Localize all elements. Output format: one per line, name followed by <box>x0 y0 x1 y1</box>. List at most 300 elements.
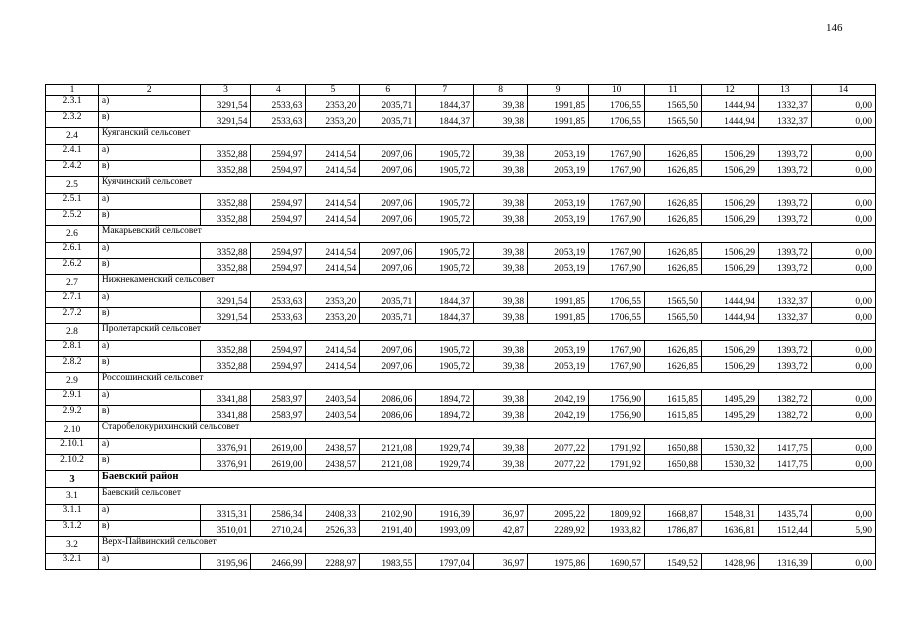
column-header: 6 <box>360 85 416 96</box>
table-cell: 0,00 <box>811 357 875 373</box>
table-cell: 2414,54 <box>306 243 360 259</box>
table-cell: 39,38 <box>474 243 528 259</box>
table-cell: 3352,88 <box>200 341 251 357</box>
table-cell: 39,38 <box>474 455 528 471</box>
table-cell: 1332,37 <box>758 308 811 324</box>
table-cell: 1444,94 <box>701 96 758 112</box>
table-cell: 1916,39 <box>416 505 474 521</box>
table-cell: 1626,85 <box>645 259 702 275</box>
row-label: а) <box>98 96 200 112</box>
table-cell: 2594,97 <box>251 194 306 210</box>
table-cell: 2097,06 <box>360 210 416 226</box>
table-cell: 1929,74 <box>416 439 474 455</box>
row-code: 2.8.2 <box>46 357 99 373</box>
table-cell: 0,00 <box>811 112 875 128</box>
table-cell: 1626,85 <box>645 161 702 177</box>
row-code: 3.1.2 <box>46 521 99 537</box>
table-cell: 2403,54 <box>306 390 360 406</box>
table-cell: 0,00 <box>811 505 875 521</box>
table-cell: 2438,57 <box>306 439 360 455</box>
row-code: 3.1.1 <box>46 505 99 521</box>
table-cell: 3352,88 <box>200 210 251 226</box>
row-label: а) <box>98 194 200 210</box>
row-code: 2.5 <box>46 177 99 194</box>
table-row <box>46 521 876 537</box>
table-cell: 2097,06 <box>360 357 416 373</box>
section-row <box>46 324 876 341</box>
table-cell: 2121,08 <box>360 455 416 471</box>
row-code: 3.2 <box>46 537 99 554</box>
table-cell: 1905,72 <box>416 194 474 210</box>
row-label: а) <box>98 145 200 161</box>
table-cell: 1393,72 <box>758 161 811 177</box>
table-cell: 3352,88 <box>200 145 251 161</box>
table-cell: 2353,20 <box>306 112 360 128</box>
section-name: Пролетарский сельсовет <box>98 324 875 341</box>
table-cell: 2414,54 <box>306 341 360 357</box>
row-code: 2.4.1 <box>46 145 99 161</box>
table-cell: 2594,97 <box>251 145 306 161</box>
table-cell: 2414,54 <box>306 161 360 177</box>
section-row <box>46 537 876 554</box>
table-cell: 2403,54 <box>306 406 360 422</box>
row-code: 2.6 <box>46 226 99 243</box>
table-cell: 2097,06 <box>360 145 416 161</box>
table-cell: 1933,82 <box>589 521 645 537</box>
table-cell: 39,38 <box>474 439 528 455</box>
table-cell: 2408,33 <box>306 505 360 521</box>
table-body <box>46 96 876 570</box>
table-cell: 1991,85 <box>528 112 589 128</box>
row-label: в) <box>98 357 200 373</box>
table-cell: 2121,08 <box>360 439 416 455</box>
table-cell: 0,00 <box>811 161 875 177</box>
table-cell: 39,38 <box>474 406 528 422</box>
table-cell: 0,00 <box>811 341 875 357</box>
table-cell: 1905,72 <box>416 210 474 226</box>
table-cell: 36,97 <box>474 554 528 570</box>
table-cell: 3352,88 <box>200 194 251 210</box>
table-cell: 1844,37 <box>416 292 474 308</box>
table-cell: 1767,90 <box>589 357 645 373</box>
table-cell: 1506,29 <box>701 210 758 226</box>
table-cell: 1417,75 <box>758 439 811 455</box>
table-cell: 2594,97 <box>251 341 306 357</box>
table-cell: 1767,90 <box>589 341 645 357</box>
section-name: Старобелокурихинский сельсовет <box>98 422 875 439</box>
table-cell: 39,38 <box>474 145 528 161</box>
table-row <box>46 455 876 471</box>
table-cell: 2710,24 <box>251 521 306 537</box>
table-cell: 1626,85 <box>645 145 702 161</box>
table-cell: 0,00 <box>811 243 875 259</box>
table-cell: 1809,92 <box>589 505 645 521</box>
table-cell: 2035,71 <box>360 308 416 324</box>
table-row <box>46 554 876 570</box>
table-row <box>46 406 876 422</box>
table-cell: 0,00 <box>811 210 875 226</box>
table-cell: 1786,87 <box>645 521 702 537</box>
table-cell: 0,00 <box>811 308 875 324</box>
table-cell: 39,38 <box>474 96 528 112</box>
table-cell: 0,00 <box>811 145 875 161</box>
row-label: а) <box>98 439 200 455</box>
table-cell: 2053,19 <box>528 194 589 210</box>
row-code: 2.6.1 <box>46 243 99 259</box>
table-cell: 1650,88 <box>645 439 702 455</box>
table-cell: 1983,55 <box>360 554 416 570</box>
table-cell: 1506,29 <box>701 341 758 357</box>
table-cell: 1797,04 <box>416 554 474 570</box>
row-code: 2.7.1 <box>46 292 99 308</box>
table-cell: 1706,55 <box>589 308 645 324</box>
table-cell: 1767,90 <box>589 145 645 161</box>
table-cell: 1382,72 <box>758 390 811 406</box>
table-cell: 39,38 <box>474 259 528 275</box>
section-row <box>46 488 876 505</box>
table-cell: 1706,55 <box>589 292 645 308</box>
table-cell: 2053,19 <box>528 259 589 275</box>
table-cell: 1929,74 <box>416 455 474 471</box>
section-row <box>46 128 876 145</box>
table-cell: 1393,72 <box>758 259 811 275</box>
table-cell: 2097,06 <box>360 161 416 177</box>
table-cell: 2191,40 <box>360 521 416 537</box>
table-row <box>46 292 876 308</box>
table-cell: 2414,54 <box>306 145 360 161</box>
table-cell: 1393,72 <box>758 194 811 210</box>
table-cell: 2526,33 <box>306 521 360 537</box>
table-cell: 1332,37 <box>758 292 811 308</box>
row-code: 2.9.1 <box>46 390 99 406</box>
table-cell: 1991,85 <box>528 96 589 112</box>
table-cell: 1905,72 <box>416 161 474 177</box>
table-cell: 3195,96 <box>200 554 251 570</box>
table-cell: 2077,22 <box>528 439 589 455</box>
table-row <box>46 210 876 226</box>
table-row <box>46 259 876 275</box>
table-cell: 0,00 <box>811 194 875 210</box>
table-cell: 2053,19 <box>528 341 589 357</box>
table-cell: 0,00 <box>811 439 875 455</box>
table-cell: 2533,63 <box>251 308 306 324</box>
table-cell: 2414,54 <box>306 357 360 373</box>
table-cell: 2594,97 <box>251 161 306 177</box>
table-cell: 0,00 <box>811 406 875 422</box>
table-cell: 1706,55 <box>589 96 645 112</box>
table-row <box>46 96 876 112</box>
row-code: 2.10.1 <box>46 439 99 455</box>
table-cell: 1506,29 <box>701 161 758 177</box>
row-code: 2.5.1 <box>46 194 99 210</box>
table-cell: 2097,06 <box>360 259 416 275</box>
table-cell: 3291,54 <box>200 96 251 112</box>
table-cell: 2097,06 <box>360 243 416 259</box>
table-cell: 1650,88 <box>645 455 702 471</box>
table-cell: 1332,37 <box>758 96 811 112</box>
table-cell: 1905,72 <box>416 341 474 357</box>
row-label: в) <box>98 308 200 324</box>
table-row <box>46 505 876 521</box>
table-cell: 1506,29 <box>701 145 758 161</box>
table-cell: 1615,85 <box>645 406 702 422</box>
table-cell: 39,38 <box>474 112 528 128</box>
table-cell: 2097,06 <box>360 194 416 210</box>
table-row <box>46 439 876 455</box>
tariff-table <box>45 84 876 570</box>
table-cell: 1894,72 <box>416 390 474 406</box>
row-label: в) <box>98 112 200 128</box>
row-label: в) <box>98 161 200 177</box>
table-cell: 1756,90 <box>589 406 645 422</box>
row-code: 2.8.1 <box>46 341 99 357</box>
table-cell: 1991,85 <box>528 292 589 308</box>
row-label: а) <box>98 554 200 570</box>
table-cell: 2414,54 <box>306 259 360 275</box>
section-name: Россошинский сельсовет <box>98 373 875 390</box>
table-cell: 39,38 <box>474 210 528 226</box>
section-row <box>46 373 876 390</box>
table-cell: 1844,37 <box>416 308 474 324</box>
table-cell: 2053,19 <box>528 161 589 177</box>
row-code: 2.4 <box>46 128 99 145</box>
table-cell: 3376,91 <box>200 439 251 455</box>
row-code: 2.3.2 <box>46 112 99 128</box>
section-name: Баевский сельсовет <box>98 488 875 505</box>
table-cell: 2466,99 <box>251 554 306 570</box>
row-code: 2.10 <box>46 422 99 439</box>
table-cell: 1549,52 <box>645 554 702 570</box>
table-cell: 1506,29 <box>701 194 758 210</box>
column-header: 5 <box>306 85 360 96</box>
column-header: 9 <box>528 85 589 96</box>
table-cell: 2583,97 <box>251 406 306 422</box>
row-code: 3 <box>46 471 99 488</box>
table-cell: 3352,88 <box>200 161 251 177</box>
section-name: Макарьевский сельсовет <box>98 226 875 243</box>
table-cell: 5,90 <box>811 521 875 537</box>
table-cell: 3352,88 <box>200 243 251 259</box>
row-label: а) <box>98 390 200 406</box>
table-cell: 1905,72 <box>416 243 474 259</box>
table-cell: 2533,63 <box>251 292 306 308</box>
table-cell: 2035,71 <box>360 112 416 128</box>
table-cell: 1506,29 <box>701 357 758 373</box>
table-row <box>46 112 876 128</box>
table-cell: 42,87 <box>474 521 528 537</box>
table-cell: 1844,37 <box>416 112 474 128</box>
section-name: Баевский район <box>98 471 875 488</box>
table-row <box>46 145 876 161</box>
column-header: 7 <box>416 85 474 96</box>
section-name: Куяганский сельсовет <box>98 128 875 145</box>
table-cell: 1530,32 <box>701 439 758 455</box>
table-cell: 1626,85 <box>645 210 702 226</box>
table-cell: 1791,92 <box>589 455 645 471</box>
table-cell: 39,38 <box>474 161 528 177</box>
column-header: 8 <box>474 85 528 96</box>
table-cell: 1767,90 <box>589 243 645 259</box>
table-cell: 2102,90 <box>360 505 416 521</box>
table-cell: 2035,71 <box>360 96 416 112</box>
row-code: 2.9.2 <box>46 406 99 422</box>
column-header: 1 <box>46 85 99 96</box>
section-name: Куячинский сельсовет <box>98 177 875 194</box>
table-cell: 2414,54 <box>306 210 360 226</box>
table-cell: 1393,72 <box>758 357 811 373</box>
table-cell: 1767,90 <box>589 210 645 226</box>
table-header-row <box>46 85 876 96</box>
table-cell: 1615,85 <box>645 390 702 406</box>
table-cell: 1626,85 <box>645 341 702 357</box>
table-cell: 2438,57 <box>306 455 360 471</box>
table-cell: 1690,57 <box>589 554 645 570</box>
table-cell: 1382,72 <box>758 406 811 422</box>
table-cell: 1565,50 <box>645 292 702 308</box>
table-cell: 2053,19 <box>528 357 589 373</box>
table-cell: 2353,20 <box>306 292 360 308</box>
table-cell: 3352,88 <box>200 259 251 275</box>
table-row <box>46 243 876 259</box>
table-cell: 39,38 <box>474 390 528 406</box>
table-cell: 1767,90 <box>589 259 645 275</box>
table-cell: 0,00 <box>811 455 875 471</box>
table-cell: 1393,72 <box>758 210 811 226</box>
table-cell: 1626,85 <box>645 194 702 210</box>
table-cell: 2414,54 <box>306 194 360 210</box>
row-code: 2.3.1 <box>46 96 99 112</box>
table-cell: 36,97 <box>474 505 528 521</box>
table-cell: 39,38 <box>474 341 528 357</box>
table-cell: 1706,55 <box>589 112 645 128</box>
table-cell: 1565,50 <box>645 112 702 128</box>
table-cell: 2353,20 <box>306 96 360 112</box>
table-cell: 1905,72 <box>416 145 474 161</box>
column-header: 13 <box>758 85 811 96</box>
row-code: 2.7 <box>46 275 99 292</box>
column-header: 12 <box>701 85 758 96</box>
table-cell: 2619,00 <box>251 439 306 455</box>
row-label: в) <box>98 406 200 422</box>
table-cell: 3315,31 <box>200 505 251 521</box>
table-cell: 1626,85 <box>645 243 702 259</box>
table-cell: 1668,87 <box>645 505 702 521</box>
table-cell: 39,38 <box>474 308 528 324</box>
table-cell: 2086,06 <box>360 406 416 422</box>
table-cell: 0,00 <box>811 292 875 308</box>
section-row <box>46 177 876 194</box>
column-header: 2 <box>98 85 200 96</box>
table-cell: 3291,54 <box>200 308 251 324</box>
table-cell: 1393,72 <box>758 341 811 357</box>
row-code: 2.9 <box>46 373 99 390</box>
table-cell: 1844,37 <box>416 96 474 112</box>
table-cell: 1512,44 <box>758 521 811 537</box>
table-cell: 2077,22 <box>528 455 589 471</box>
table-cell: 2053,19 <box>528 210 589 226</box>
table-cell: 2533,63 <box>251 96 306 112</box>
table-cell: 1626,85 <box>645 357 702 373</box>
table-cell: 1393,72 <box>758 145 811 161</box>
row-code: 2.10.2 <box>46 455 99 471</box>
table-row <box>46 357 876 373</box>
section-row <box>46 471 876 488</box>
table-cell: 1636,81 <box>701 521 758 537</box>
row-label: а) <box>98 292 200 308</box>
row-label: в) <box>98 210 200 226</box>
table-cell: 2288,97 <box>306 554 360 570</box>
table-cell: 2594,97 <box>251 210 306 226</box>
table-cell: 39,38 <box>474 194 528 210</box>
row-label: в) <box>98 521 200 537</box>
table-cell: 2035,71 <box>360 292 416 308</box>
table-cell: 2097,06 <box>360 341 416 357</box>
table-cell: 2042,19 <box>528 406 589 422</box>
table-cell: 1991,85 <box>528 308 589 324</box>
row-label: а) <box>98 341 200 357</box>
table-cell: 1975,86 <box>528 554 589 570</box>
row-code: 3.1 <box>46 488 99 505</box>
column-header: 4 <box>251 85 306 96</box>
table-cell: 1393,72 <box>758 243 811 259</box>
table-cell: 1756,90 <box>589 390 645 406</box>
page-number: 146 <box>826 22 843 34</box>
table-cell: 0,00 <box>811 96 875 112</box>
row-code: 2.7.2 <box>46 308 99 324</box>
table-cell: 1993,09 <box>416 521 474 537</box>
table-cell: 2042,19 <box>528 390 589 406</box>
table-cell: 1548,31 <box>701 505 758 521</box>
table-cell: 1435,74 <box>758 505 811 521</box>
table-cell: 2095,22 <box>528 505 589 521</box>
table-cell: 0,00 <box>811 259 875 275</box>
table-cell: 1428,96 <box>701 554 758 570</box>
column-header: 14 <box>811 85 875 96</box>
column-header: 11 <box>645 85 702 96</box>
table-cell: 2053,19 <box>528 145 589 161</box>
table-cell: 0,00 <box>811 390 875 406</box>
table-cell: 1444,94 <box>701 308 758 324</box>
table-cell: 1565,50 <box>645 308 702 324</box>
table-row <box>46 308 876 324</box>
table-cell: 1506,29 <box>701 243 758 259</box>
table-cell: 1530,32 <box>701 455 758 471</box>
column-header: 10 <box>589 85 645 96</box>
table-cell: 2533,63 <box>251 112 306 128</box>
table-cell: 1894,72 <box>416 406 474 422</box>
section-name: Нижнекаменский сельсовет <box>98 275 875 292</box>
section-row <box>46 422 876 439</box>
table-cell: 2594,97 <box>251 357 306 373</box>
row-label: в) <box>98 259 200 275</box>
table-cell: 3341,88 <box>200 406 251 422</box>
table-row <box>46 341 876 357</box>
table-cell: 1767,90 <box>589 194 645 210</box>
table-cell: 1495,29 <box>701 390 758 406</box>
table-cell: 3341,88 <box>200 390 251 406</box>
table-cell: 1506,29 <box>701 259 758 275</box>
table-cell: 3376,91 <box>200 455 251 471</box>
table-cell: 2086,06 <box>360 390 416 406</box>
table-cell: 1905,72 <box>416 357 474 373</box>
column-header: 3 <box>200 85 251 96</box>
table-cell: 0,00 <box>811 554 875 570</box>
table-cell: 3352,88 <box>200 357 251 373</box>
row-code: 3.2.1 <box>46 554 99 570</box>
table-cell: 39,38 <box>474 292 528 308</box>
section-row <box>46 226 876 243</box>
table-cell: 1444,94 <box>701 292 758 308</box>
